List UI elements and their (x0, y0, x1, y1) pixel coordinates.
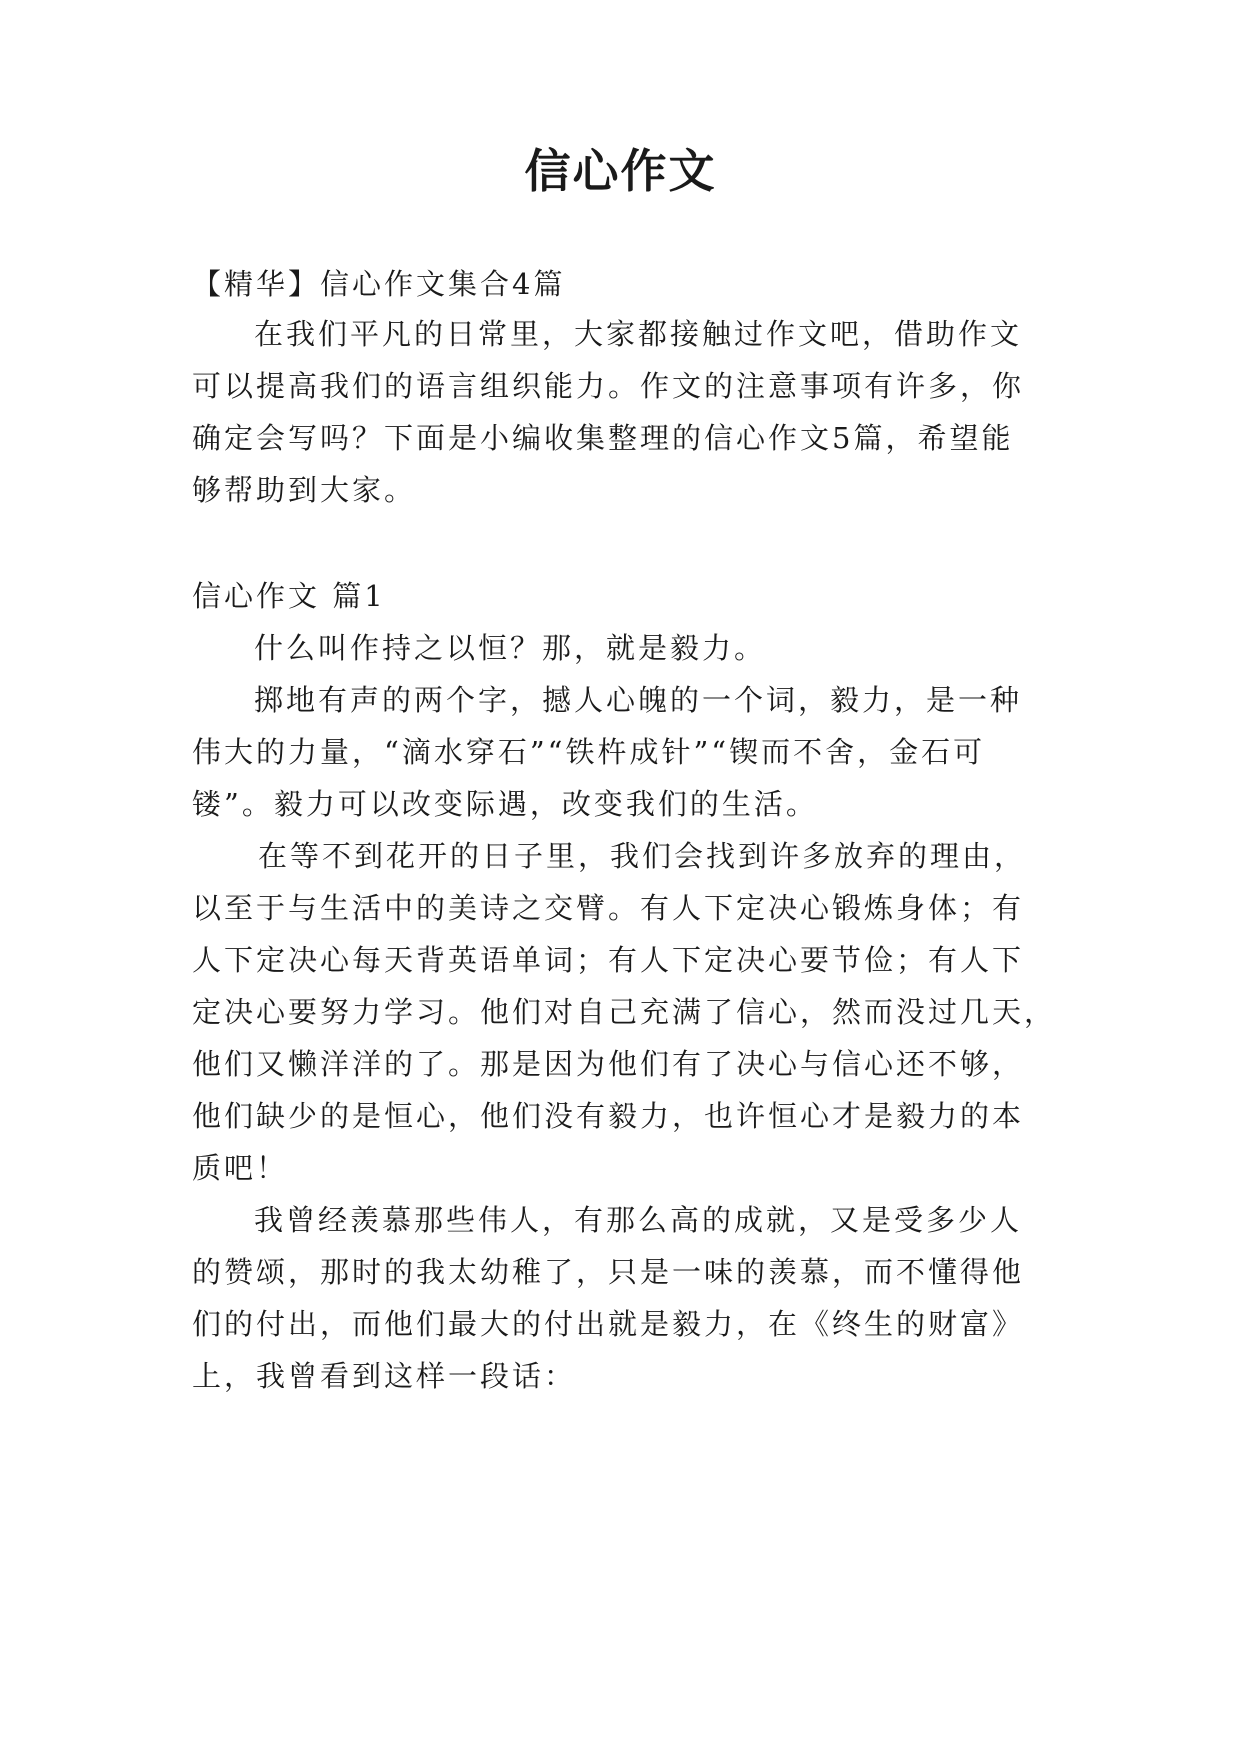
body-line: 定决心要努力学习。他们对自己充满了信心，然而没过几天， (192, 995, 1057, 1029)
intro-line: 确定会写吗？下面是小编收集整理的信心作文5篇，希望能 (192, 421, 1014, 455)
body-line: 在等不到花开的日子里，我们会找到许多放弃的理由， (258, 839, 1027, 873)
body-line: 以至于与生活中的美诗之交臂。有人下定决心锻炼身体；有 (192, 891, 1025, 925)
body-line: 掷地有声的两个字，撼人心魄的一个词，毅力，是一种 (254, 683, 1023, 717)
body-line: 什么叫作持之以恒？那，就是毅力。 (254, 631, 767, 665)
body-line: 上，我曾看到这样一段话： (192, 1359, 577, 1393)
body-line: 他们又懒洋洋的了。那是因为他们有了决心与信心还不够， (192, 1047, 1025, 1081)
section-heading: 信心作文 篇1 (192, 579, 386, 613)
body-line: 镂”。毅力可以改变际遇，改变我们的生活。 (192, 787, 818, 821)
intro-line: 可以提高我们的语言组织能力。作文的注意事项有许多，你 (192, 369, 1025, 403)
body-line: 的赞颂，那时的我太幼稚了，只是一味的羡慕，而不懂得他 (192, 1255, 1025, 1289)
intro-line: 够帮助到大家。 (192, 473, 417, 507)
body-line: 质吧！ (192, 1151, 289, 1185)
page-title: 信心作文 (524, 144, 717, 198)
body-line: 人下定决心每天背英语单词；有人下定决心要节俭；有人下 (192, 943, 1025, 977)
body-line: 伟大的力量，“滴水穿石”“铁杵成针”“锲而不舍，金石可 (192, 735, 986, 769)
body-line: 们的付出，而他们最大的付出就是毅力，在《终生的财富》 (192, 1307, 1025, 1341)
intro-line: 在我们平凡的日常里，大家都接触过作文吧，借助作文 (254, 317, 1023, 351)
document-subtitle: 【精华】信心作文集合4篇 (192, 267, 566, 301)
body-line: 我曾经羡慕那些伟人，有那么高的成就，又是受多少人 (254, 1203, 1023, 1237)
body-line: 他们缺少的是恒心，他们没有毅力，也许恒心才是毅力的本 (192, 1099, 1025, 1133)
